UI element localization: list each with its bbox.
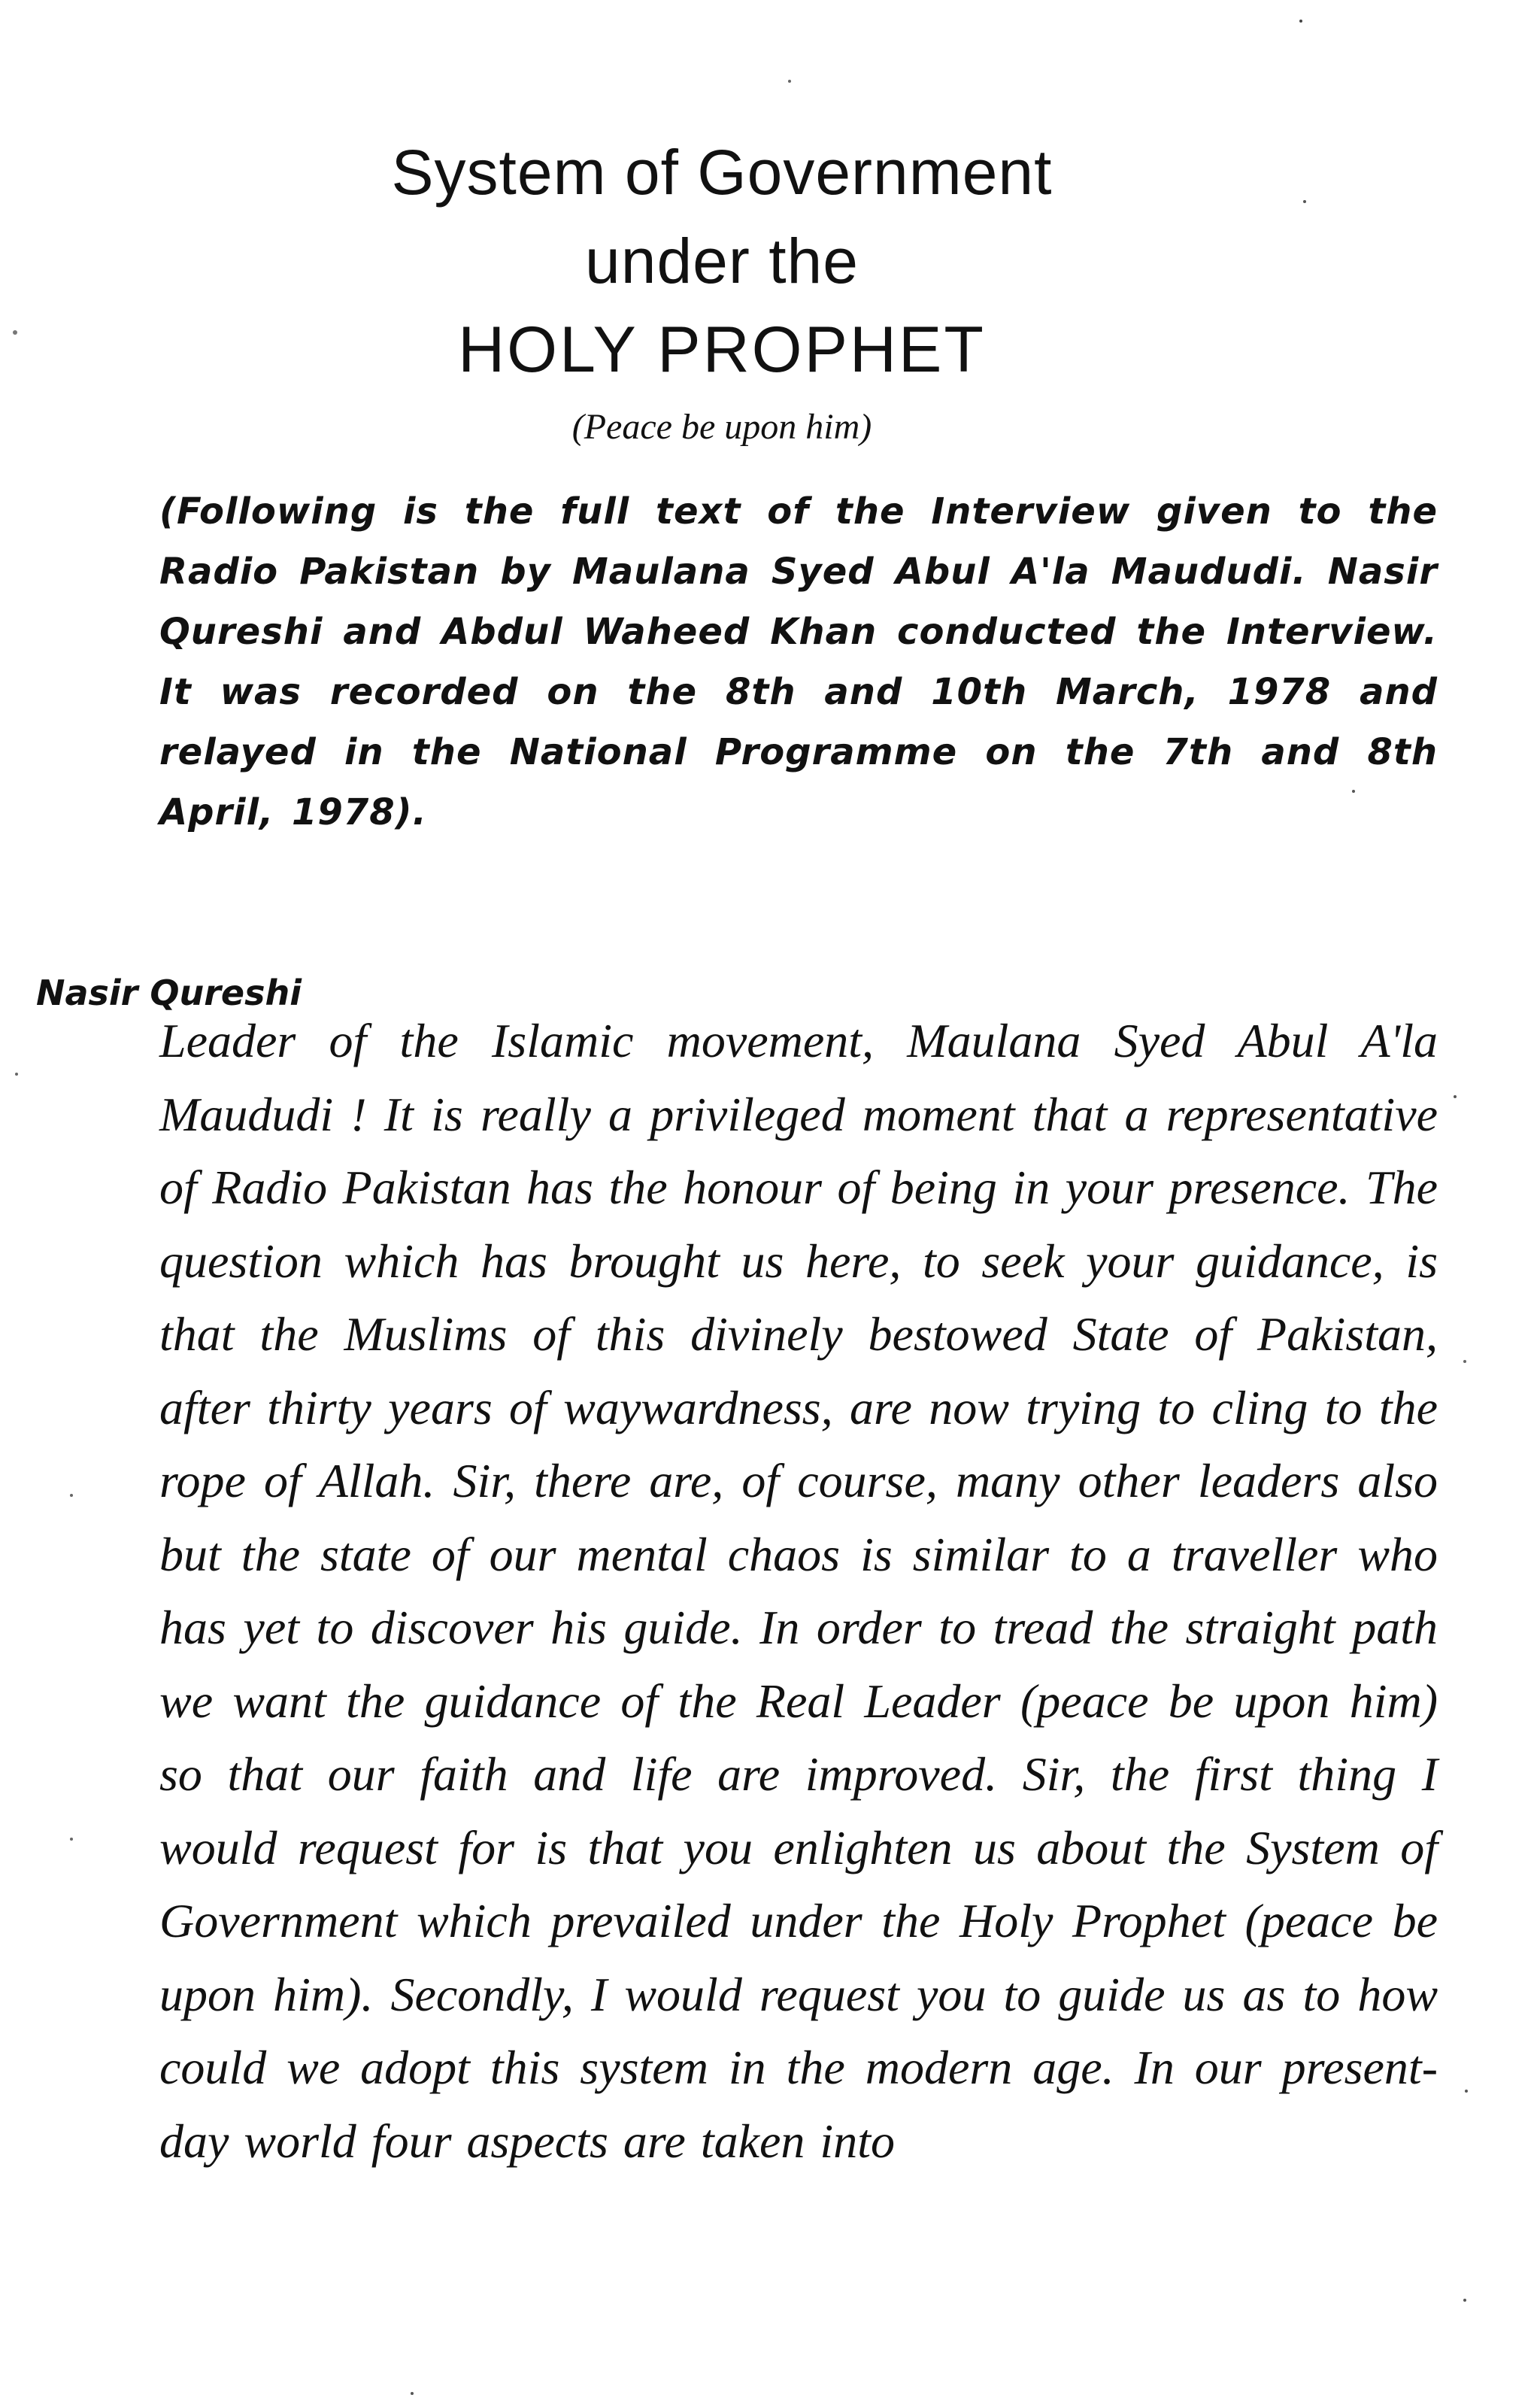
body-paragraph: Leader of the Islamic movement, Maulana Syed Abul A'la Maududi ! It is really a privileged moment that a representative of Radio Pakistan has the honour of being in your presence. The question which has brought us here, to seek your guidance, is that the Muslims of this divinely bestowed State of Pakistan, after thirty years of waywardness, are now trying to cling to the rope of Allah. Sir, there are, of course, many other leaders also but the state of our mental chaos is similar to a traveller who has yet to discover his guide. In order to tread the straight path we want the guidance of the Real Leader (peace be upon him) so that our faith and life are improved. Sir, the first thing I would request for is that you enlighten us about the System of Government which prevailed under the Holy Prophet (peace be upon him). Secondly, I would request you to guide us as to how could we adopt this system in the modern age. In our present-day world four aspects are taken into (159, 1014, 1438, 2168)
title-subtitle: (Peace be upon him) (571, 407, 872, 447)
intro-paragraph: (Following is the full text of the Interview given to the Radio Pakistan by Maulana Syed Abul A'la Maududi. Nasir Qureshi and Abdul Waheed Khan conducted the Interview. It was recorded on the 8th and 10th March, 1978 and relayed in the National Programme on the 7th and 8th April, 1978). (159, 490, 1438, 833)
speaker-name: Nasir Qureshi (36, 973, 302, 1013)
title-line-2: under the (585, 226, 859, 296)
title-line-3: HOLY PROPHET (458, 314, 986, 386)
title-line-1: System of Government (391, 137, 1053, 208)
title-block (286, 128, 1158, 450)
